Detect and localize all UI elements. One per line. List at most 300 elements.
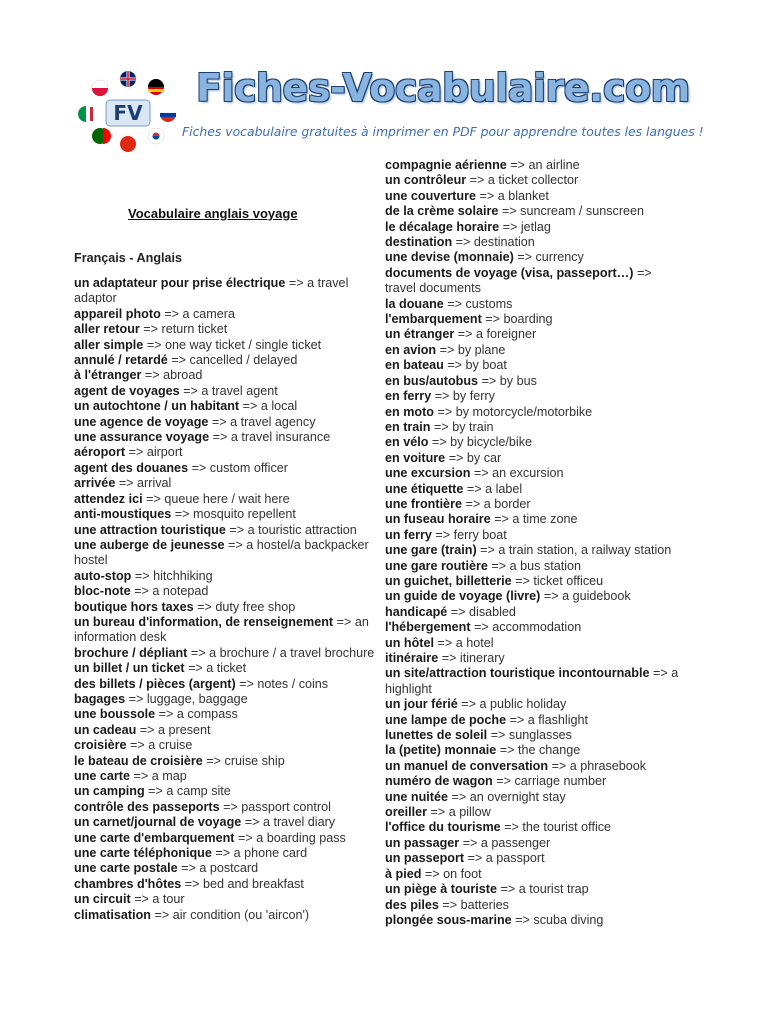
- french-term: un jour férié: [385, 697, 458, 712]
- vocab-entry: [385, 697, 685, 712]
- arrow-separator: =>: [244, 815, 260, 830]
- arrow-separator: =>: [450, 604, 466, 619]
- vocab-entry: [385, 913, 685, 928]
- french-term: une boussole: [74, 707, 156, 722]
- french-term: une gare (train): [385, 543, 477, 558]
- french-term: une nuitée: [385, 789, 448, 804]
- vocab-entry: [74, 692, 384, 707]
- english-term: an overnight stay: [469, 789, 566, 804]
- english-term: a highlight: [385, 666, 679, 696]
- arrow-separator: =>: [242, 399, 258, 414]
- french-term: lunettes de soleil: [385, 728, 488, 743]
- vocab-entry: [385, 204, 685, 219]
- french-term: arrivée: [74, 476, 116, 491]
- arrow-separator: =>: [229, 522, 245, 537]
- english-term: hitchhiking: [153, 568, 213, 583]
- french-term: annulé / retardé: [74, 353, 168, 368]
- french-term: contrôle des passeports: [74, 799, 220, 814]
- arrow-separator: =>: [447, 296, 462, 311]
- french-term: un autochtone / un habitant: [74, 399, 240, 414]
- french-term: attendez ici: [74, 491, 143, 506]
- vocab-entry: [74, 877, 384, 892]
- arrow-separator: =>: [494, 512, 509, 527]
- french-term: des piles: [385, 897, 439, 912]
- arrow-separator: =>: [652, 666, 668, 681]
- french-term: bloc-note: [74, 584, 131, 599]
- french-term: un hôtel: [385, 635, 434, 650]
- arrow-separator: =>: [509, 712, 525, 727]
- vocab-entry: [385, 836, 685, 851]
- english-term: an airline: [528, 158, 580, 172]
- arrow-separator: =>: [181, 861, 196, 876]
- english-term: a time zone: [512, 512, 578, 527]
- vocab-entry: [385, 882, 685, 897]
- vocab-entry: [74, 738, 384, 753]
- english-term: a phone card: [233, 846, 308, 861]
- french-term: un carnet/journal de voyage: [74, 815, 242, 830]
- english-term: a travel agent: [201, 383, 278, 398]
- french-term: une couverture: [385, 188, 476, 203]
- english-term: a blanket: [497, 188, 549, 203]
- english-term: a passenger: [480, 835, 551, 850]
- vocab-entry: [385, 512, 685, 527]
- arrow-separator: =>: [457, 327, 473, 342]
- french-term: un cadeau: [74, 722, 137, 737]
- arrow-separator: =>: [239, 676, 254, 691]
- french-term: un manuel de conversation: [385, 758, 549, 773]
- arrow-separator: =>: [510, 158, 525, 172]
- arrow-separator: =>: [502, 219, 518, 234]
- arrow-separator: =>: [465, 496, 481, 511]
- arrow-separator: =>: [128, 691, 144, 706]
- arrow-separator: =>: [130, 738, 145, 753]
- french-term: une attraction touristique: [74, 522, 226, 537]
- english-term: a local: [260, 399, 298, 414]
- vocab-entry: [385, 774, 685, 789]
- english-term: ticket officeu: [533, 573, 604, 588]
- french-term: le décalage horaire: [385, 219, 500, 234]
- vocab-entry: [74, 600, 384, 615]
- french-term: une lampe de poche: [385, 712, 507, 727]
- english-term: a tour: [152, 892, 185, 907]
- vocab-entry: [385, 820, 685, 835]
- english-term: a compass: [176, 707, 238, 722]
- arrow-separator: =>: [479, 188, 495, 203]
- arrow-separator: =>: [154, 907, 170, 922]
- arrow-separator: =>: [134, 892, 149, 907]
- vocab-entry: [74, 677, 384, 692]
- arrow-separator: =>: [158, 707, 174, 722]
- vocab-entry: [74, 368, 384, 383]
- arrow-separator: =>: [448, 450, 464, 465]
- french-term: en train: [385, 419, 431, 434]
- english-term: a ticket: [206, 661, 247, 676]
- vocab-entry: [74, 338, 384, 353]
- french-term: un fuseau horaire: [385, 512, 491, 527]
- arrow-separator: =>: [462, 835, 478, 850]
- vocab-entry: [74, 569, 384, 584]
- english-term: a bus station: [509, 558, 582, 573]
- english-term: by car: [466, 450, 502, 465]
- arrow-separator: =>: [424, 866, 440, 881]
- vocab-entry: [385, 589, 685, 604]
- english-term: disabled: [469, 604, 516, 619]
- arrow-separator: =>: [164, 306, 179, 321]
- english-term: a boarding pass: [256, 830, 346, 845]
- english-term: a travel diary: [262, 815, 336, 830]
- vocab-entry: [385, 651, 685, 666]
- french-term: en bus/autobus: [385, 373, 479, 388]
- english-term: return ticket: [161, 322, 228, 337]
- vocab-entry: [385, 482, 685, 497]
- vocab-entry: [385, 405, 685, 420]
- vocab-entry: [385, 451, 685, 466]
- french-term: compagnie aérienne: [385, 158, 507, 172]
- vocab-entry: [74, 615, 384, 646]
- vocab-entry: [385, 805, 685, 820]
- english-term: scuba diving: [533, 912, 604, 927]
- arrow-separator: =>: [146, 491, 161, 506]
- arrow-separator: =>: [439, 342, 455, 357]
- vocab-entry: [385, 358, 685, 373]
- vocab-entry: [385, 389, 685, 404]
- arrow-separator: =>: [434, 389, 450, 404]
- vocab-entry: [74, 646, 384, 661]
- arrow-separator: =>: [206, 753, 222, 768]
- vocab-entry: [385, 312, 685, 327]
- arrow-separator: =>: [148, 784, 163, 799]
- vocab-entry: [74, 523, 384, 538]
- french-term: une gare routière: [385, 558, 488, 573]
- english-term: the change: [517, 743, 581, 758]
- vocab-entry: [385, 220, 685, 235]
- arrow-separator: =>: [437, 635, 453, 650]
- arrow-separator: =>: [466, 481, 482, 496]
- english-term: mosquito repellent: [192, 507, 296, 522]
- vocab-entry: [385, 543, 685, 558]
- vocab-entry: [385, 790, 685, 805]
- french-term: un contrôleur: [385, 173, 467, 188]
- vocab-entry: [385, 235, 685, 250]
- arrow-separator: =>: [517, 250, 532, 265]
- french-term: la douane: [385, 296, 444, 311]
- arrow-separator: =>: [128, 445, 144, 460]
- vocab-entry: [74, 846, 384, 861]
- english-term: a flashlight: [527, 712, 589, 727]
- french-term: en moto: [385, 404, 434, 419]
- french-term: en bateau: [385, 358, 444, 373]
- french-term: un piège à touriste: [385, 882, 497, 897]
- arrow-separator: =>: [430, 805, 446, 820]
- english-term: suncream / sunscreen: [520, 204, 645, 219]
- vocab-entry: [74, 445, 384, 460]
- english-term: cancelled / delayed: [189, 353, 298, 368]
- french-term: brochure / dépliant: [74, 645, 188, 660]
- french-term: à l'étranger: [74, 368, 142, 383]
- arrow-separator: =>: [188, 661, 203, 676]
- vocab-entry: [74, 815, 384, 830]
- english-term: air condition (ou 'aircon'): [172, 907, 310, 922]
- french-term: aller retour: [74, 322, 140, 337]
- english-term: custom officer: [209, 460, 288, 475]
- french-term: l'office du tourisme: [385, 820, 501, 835]
- english-term: a guidebook: [562, 589, 631, 604]
- arrow-separator: =>: [499, 743, 515, 758]
- french-term: des billets / pièces (argent): [74, 676, 236, 691]
- vocab-entry: [385, 867, 685, 882]
- arrow-separator: =>: [515, 573, 530, 588]
- english-term: a passport: [485, 851, 545, 866]
- vocab-entry: [385, 189, 685, 204]
- vocab-entry: [74, 322, 384, 337]
- arrow-separator: =>: [636, 265, 652, 280]
- vocab-entry: [385, 743, 685, 758]
- french-term: en ferry: [385, 389, 432, 404]
- vocab-entry: [385, 666, 685, 697]
- french-term: croisière: [74, 738, 127, 753]
- english-term: one way ticket / single ticket: [165, 337, 322, 352]
- french-term: un ferry: [385, 527, 432, 542]
- arrow-separator: =>: [336, 614, 352, 629]
- french-term: agent des douanes: [74, 460, 189, 475]
- english-term: a tourist trap: [518, 882, 589, 897]
- vocab-entry: [74, 707, 384, 722]
- arrow-separator: =>: [473, 466, 489, 481]
- vocab-entry: [74, 584, 384, 599]
- arrow-separator: =>: [133, 769, 149, 783]
- french-term: une agence de voyage: [74, 414, 209, 429]
- arrow-separator: =>: [490, 728, 506, 743]
- vocab-entry: [385, 574, 685, 589]
- vocab-entry: [385, 620, 685, 635]
- vocab-entry: [385, 559, 685, 574]
- english-term: queue here / wait here: [164, 491, 290, 506]
- english-term: a border: [483, 496, 531, 511]
- french-term: une assurance voyage: [74, 430, 210, 445]
- english-term: a phrasebook: [569, 758, 647, 773]
- vocab-entry: [74, 415, 384, 430]
- flags-logo-icon: [76, 70, 180, 156]
- arrow-separator: =>: [491, 558, 507, 573]
- english-term: cruise ship: [224, 753, 285, 768]
- french-term: un circuit: [74, 892, 131, 907]
- vocab-entry: [74, 800, 384, 815]
- arrow-separator: =>: [118, 476, 134, 491]
- arrow-separator: =>: [191, 460, 207, 475]
- french-term: l'embarquement: [385, 312, 482, 327]
- english-term: customs: [465, 296, 513, 311]
- arrow-separator: =>: [496, 774, 511, 789]
- english-term: on foot: [443, 866, 482, 881]
- vocab-entry: [74, 538, 384, 569]
- arrow-separator: =>: [437, 404, 453, 419]
- english-term: a ticket collector: [487, 173, 579, 188]
- vocab-entry: [74, 784, 384, 799]
- vocab-entry: [385, 466, 685, 481]
- french-term: handicapé: [385, 604, 448, 619]
- english-term: duty free shop: [215, 599, 296, 614]
- french-term: un adaptateur pour prise électrique: [74, 276, 286, 290]
- french-term: agent de voyages: [74, 383, 180, 398]
- vocab-entry: [385, 266, 685, 297]
- french-term: climatisation: [74, 907, 151, 922]
- vocab-column-right: [385, 158, 685, 928]
- vocab-entry: [74, 399, 384, 414]
- arrow-separator: =>: [500, 882, 516, 897]
- arrow-separator: =>: [184, 876, 200, 891]
- arrow-separator: =>: [501, 204, 517, 219]
- english-term: a travel adaptor: [74, 276, 349, 306]
- vocab-column-left: [74, 276, 384, 923]
- arrow-separator: =>: [212, 430, 228, 445]
- english-term: ferry boat: [453, 527, 507, 542]
- vocab-entry: [74, 754, 384, 769]
- arrow-separator: =>: [431, 435, 447, 450]
- french-term: un étranger: [385, 327, 455, 342]
- arrow-separator: =>: [215, 846, 231, 861]
- french-term: oreiller: [385, 805, 427, 820]
- vocab-entry: [74, 276, 384, 307]
- english-term: itinerary: [459, 651, 505, 665]
- english-term: travel documents: [385, 281, 481, 296]
- vocab-entry: [74, 769, 384, 784]
- vocab-entry: [385, 851, 685, 866]
- arrow-separator: =>: [447, 358, 463, 373]
- french-term: un site/attraction touristique incontournable: [385, 666, 650, 681]
- english-term: bed and breakfast: [203, 876, 304, 891]
- arrow-separator: =>: [455, 235, 471, 250]
- french-term: une frontière: [385, 496, 462, 511]
- vocab-entry: [385, 497, 685, 512]
- vocab-entry: [74, 307, 384, 322]
- english-term: a hostel/a backpacker hostel: [74, 537, 369, 568]
- arrow-separator: =>: [441, 651, 457, 665]
- arrow-separator: =>: [227, 537, 243, 552]
- site-title: Fiches-Vocabulaire.com: [196, 66, 690, 110]
- english-term: a public holiday: [479, 697, 567, 712]
- vocab-entry: [385, 435, 685, 450]
- english-term: sunglasses: [508, 728, 572, 743]
- english-term: by ferry: [452, 389, 495, 404]
- english-term: a hotel: [455, 635, 494, 650]
- arrow-separator: =>: [134, 584, 149, 599]
- french-term: appareil photo: [74, 306, 161, 321]
- english-term: a travel insurance: [230, 430, 331, 445]
- arrow-separator: =>: [211, 414, 227, 429]
- english-term: by train: [452, 419, 494, 434]
- english-term: boarding: [503, 312, 553, 327]
- french-term: une excursion: [385, 466, 471, 481]
- english-term: a pillow: [448, 805, 491, 820]
- vocab-entry: [74, 861, 384, 876]
- arrow-separator: =>: [434, 419, 449, 434]
- english-term: a travel agency: [230, 414, 316, 429]
- arrow-separator: =>: [190, 645, 206, 660]
- arrow-separator: =>: [435, 527, 451, 542]
- english-term: a postcard: [199, 861, 259, 876]
- vocab-entry: [385, 158, 685, 173]
- english-term: batteries: [460, 897, 509, 912]
- english-term: a present: [158, 722, 211, 737]
- french-term: une carte: [74, 769, 130, 783]
- french-term: une carte postale: [74, 861, 178, 876]
- french-term: une carte téléphonique: [74, 846, 212, 861]
- vocab-entry: [74, 476, 384, 491]
- vocab-entry: [74, 492, 384, 507]
- french-term: l'hébergement: [385, 620, 471, 635]
- french-term: anti-moustiques: [74, 507, 172, 522]
- arrow-separator: =>: [515, 912, 530, 927]
- english-term: destination: [473, 235, 535, 250]
- french-term: en avion: [385, 342, 437, 357]
- french-term: de la crème solaire: [385, 204, 499, 219]
- french-term: une étiquette: [385, 481, 464, 496]
- arrow-separator: =>: [485, 312, 500, 327]
- english-term: by bus: [499, 373, 537, 388]
- arrow-separator: =>: [543, 589, 559, 604]
- french-term: la (petite) monnaie: [385, 743, 497, 758]
- vocab-entry: [385, 605, 685, 620]
- french-term: aéroport: [74, 445, 126, 460]
- vocab-entry: [74, 908, 384, 923]
- english-term: abroad: [163, 368, 203, 383]
- vocab-entry: [74, 661, 384, 676]
- arrow-separator: =>: [504, 820, 519, 835]
- vocab-entry: [385, 636, 685, 651]
- arrow-separator: =>: [442, 897, 458, 912]
- english-term: a label: [485, 481, 523, 496]
- vocab-entry: [74, 430, 384, 445]
- english-term: an information desk: [74, 614, 369, 645]
- vocab-entry: [385, 528, 685, 543]
- english-term: by plane: [457, 342, 506, 357]
- english-term: a train station, a railway station: [498, 543, 672, 558]
- arrow-separator: =>: [139, 722, 155, 737]
- arrow-separator: =>: [480, 543, 495, 558]
- french-term: un guide de voyage (livre): [385, 589, 541, 604]
- english-term: a notepad: [152, 584, 209, 599]
- arrow-separator: =>: [197, 599, 212, 614]
- english-term: a cruise: [148, 738, 193, 753]
- arrow-separator: =>: [551, 758, 567, 773]
- english-term: by bicycle/bike: [450, 435, 533, 450]
- french-term: à pied: [385, 866, 422, 881]
- vocab-entry: [74, 892, 384, 907]
- vocab-entry: [74, 831, 384, 846]
- english-term: accommodation: [492, 620, 582, 635]
- vocab-entry: [385, 250, 685, 265]
- arrow-separator: =>: [451, 789, 467, 804]
- vocab-entry: [385, 297, 685, 312]
- french-term: boutique hors taxes: [74, 599, 194, 614]
- vocab-entry: [74, 461, 384, 476]
- french-term: un passeport: [385, 851, 465, 866]
- arrow-separator: =>: [134, 568, 150, 583]
- french-term: en voiture: [385, 450, 446, 465]
- french-term: en vélo: [385, 435, 429, 450]
- english-term: currency: [535, 250, 584, 265]
- french-term: un passager: [385, 835, 460, 850]
- vocab-entry: [74, 384, 384, 399]
- arrow-separator: =>: [467, 851, 483, 866]
- vocab-entry: [385, 374, 685, 389]
- vocab-entry: [385, 759, 685, 774]
- french-term: numéro de wagon: [385, 774, 493, 789]
- english-term: carriage number: [514, 774, 607, 789]
- french-term: plongée sous-marine: [385, 912, 512, 927]
- arrow-separator: =>: [223, 799, 238, 814]
- french-term: un guichet, billetterie: [385, 573, 512, 588]
